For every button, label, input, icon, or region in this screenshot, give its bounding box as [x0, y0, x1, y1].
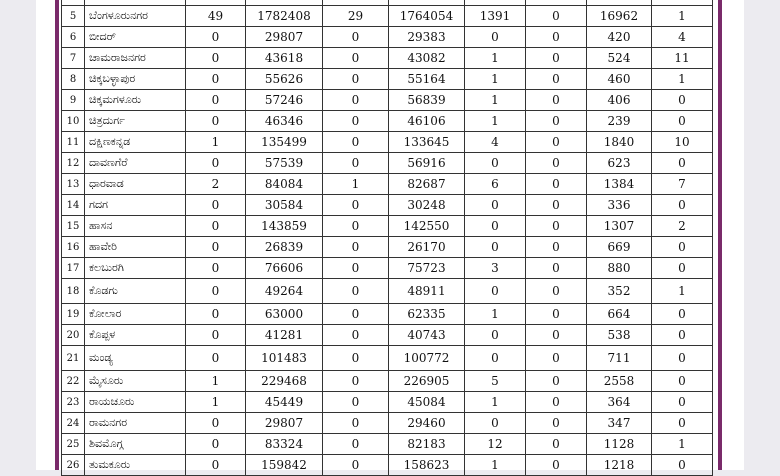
value-cell: 0 — [323, 216, 389, 237]
serial-number-cell: 6 — [62, 27, 85, 48]
value-cell: 5 — [465, 371, 526, 392]
value-cell: 4 — [652, 27, 713, 48]
value-cell: 0 — [526, 413, 587, 434]
table-row — [62, 258, 713, 279]
value-cell: 0 — [526, 195, 587, 216]
table-row — [62, 325, 713, 346]
value-cell: 56839 — [389, 90, 465, 111]
value-cell: 1 — [186, 371, 246, 392]
value-cell: 0 — [186, 237, 246, 258]
serial-number-cell: 26 — [62, 455, 85, 476]
value-cell: 0 — [186, 279, 246, 304]
value-cell: 0 — [186, 153, 246, 174]
serial-number-cell: 8 — [62, 69, 85, 90]
value-cell: 1128 — [587, 434, 652, 455]
district-name-cell: ಮೈಸೂರು — [85, 371, 186, 392]
value-cell: 0 — [323, 392, 389, 413]
table-row — [62, 195, 713, 216]
value-cell: 0 — [465, 27, 526, 48]
serial-number-cell: 14 — [62, 195, 85, 216]
value-cell: 29460 — [389, 413, 465, 434]
value-cell: 0 — [526, 48, 587, 69]
value-cell: 0 — [652, 90, 713, 111]
value-cell: 0 — [526, 132, 587, 153]
value-cell: 29807 — [246, 27, 323, 48]
value-cell: 30584 — [246, 195, 323, 216]
district-name-cell: ಬೆಂಗಳೂರುನಗರ — [85, 6, 186, 27]
value-cell: 40743 — [389, 325, 465, 346]
value-cell: 0 — [186, 48, 246, 69]
district-name-cell: ಚಿಕ್ಕಬಳ್ಳಾಪುರ — [85, 69, 186, 90]
value-cell: 226905 — [389, 371, 465, 392]
value-cell: 0 — [186, 195, 246, 216]
value-cell: 0 — [186, 304, 246, 325]
value-cell: 46106 — [389, 111, 465, 132]
table-row — [62, 153, 713, 174]
district-name-cell: ಕೋಲಾರ — [85, 304, 186, 325]
district-name-cell: ದಕ್ಷಿಣಕನ್ನಡ — [85, 132, 186, 153]
value-cell: 0 — [323, 111, 389, 132]
district-name-cell: ಬೀದರ್ — [85, 27, 186, 48]
value-cell: 82183 — [389, 434, 465, 455]
value-cell: 0 — [526, 174, 587, 195]
value-cell: 29383 — [389, 27, 465, 48]
value-cell: 4 — [465, 132, 526, 153]
value-cell: 48911 — [389, 279, 465, 304]
value-cell: 0 — [465, 346, 526, 371]
serial-number-cell: 25 — [62, 434, 85, 455]
value-cell: 0 — [526, 237, 587, 258]
serial-number-cell: 13 — [62, 174, 85, 195]
value-cell: 1 — [465, 48, 526, 69]
value-cell: 0 — [652, 413, 713, 434]
value-cell: 524 — [587, 48, 652, 69]
value-cell: 1 — [465, 455, 526, 476]
district-name-cell: ರಾಮನಗರ — [85, 413, 186, 434]
table-row — [62, 48, 713, 69]
value-cell: 0 — [465, 413, 526, 434]
value-cell: 1782408 — [246, 6, 323, 27]
value-cell: 0 — [526, 111, 587, 132]
value-cell: 0 — [323, 279, 389, 304]
value-cell: 56916 — [389, 153, 465, 174]
table-row — [62, 413, 713, 434]
value-cell: 1 — [652, 279, 713, 304]
value-cell: 0 — [652, 304, 713, 325]
value-cell: 159842 — [246, 455, 323, 476]
value-cell: 63000 — [246, 304, 323, 325]
value-cell: 11 — [652, 48, 713, 69]
serial-number-cell: 18 — [62, 279, 85, 304]
value-cell: 0 — [323, 434, 389, 455]
district-name-cell: ತುಮಕೂರು — [85, 455, 186, 476]
value-cell: 0 — [323, 195, 389, 216]
value-cell: 142550 — [389, 216, 465, 237]
value-cell: 55164 — [389, 69, 465, 90]
value-cell: 1 — [186, 392, 246, 413]
value-cell: 880 — [587, 258, 652, 279]
district-name-cell: ರಾಯಚೂರು — [85, 392, 186, 413]
value-cell: 83324 — [246, 434, 323, 455]
value-cell: 352 — [587, 279, 652, 304]
value-cell: 0 — [465, 325, 526, 346]
table-row — [62, 90, 713, 111]
value-cell: 0 — [526, 6, 587, 27]
serial-number-cell: 20 — [62, 325, 85, 346]
value-cell: 0 — [526, 346, 587, 371]
value-cell: 26170 — [389, 237, 465, 258]
table-row — [62, 216, 713, 237]
value-cell: 0 — [465, 153, 526, 174]
district-name-cell: ಶಿವಮೊಗ್ಗ — [85, 434, 186, 455]
value-cell: 0 — [526, 69, 587, 90]
value-cell: 0 — [652, 392, 713, 413]
value-cell: 29807 — [246, 413, 323, 434]
value-cell: 0 — [323, 258, 389, 279]
value-cell: 0 — [323, 153, 389, 174]
value-cell: 1 — [465, 392, 526, 413]
table-row — [62, 304, 713, 325]
value-cell: 0 — [465, 195, 526, 216]
table-row — [62, 371, 713, 392]
district-name-cell: ಕೊಡಗು — [85, 279, 186, 304]
value-cell: 347 — [587, 413, 652, 434]
value-cell: 0 — [186, 258, 246, 279]
serial-number-cell: 24 — [62, 413, 85, 434]
value-cell: 1 — [323, 174, 389, 195]
value-cell: 1 — [465, 90, 526, 111]
table-row — [62, 27, 713, 48]
district-name-cell: ದಾವಣಗೆರೆ — [85, 153, 186, 174]
value-cell: 669 — [587, 237, 652, 258]
value-cell: 135499 — [246, 132, 323, 153]
value-cell: 26839 — [246, 237, 323, 258]
table-row — [62, 346, 713, 371]
value-cell: 1391 — [465, 6, 526, 27]
value-cell: 0 — [526, 392, 587, 413]
value-cell: 0 — [652, 325, 713, 346]
value-cell: 2558 — [587, 371, 652, 392]
value-cell: 0 — [652, 237, 713, 258]
value-cell: 0 — [526, 325, 587, 346]
value-cell: 57539 — [246, 153, 323, 174]
value-cell: 16962 — [587, 6, 652, 27]
value-cell: 0 — [186, 111, 246, 132]
table-row — [62, 6, 713, 27]
serial-number-cell: 23 — [62, 392, 85, 413]
value-cell: 1 — [652, 69, 713, 90]
value-cell: 1384 — [587, 174, 652, 195]
value-cell: 82687 — [389, 174, 465, 195]
table-row — [62, 392, 713, 413]
value-cell: 0 — [652, 153, 713, 174]
value-cell: 84084 — [246, 174, 323, 195]
value-cell: 0 — [323, 237, 389, 258]
value-cell: 1 — [465, 111, 526, 132]
value-cell: 0 — [323, 455, 389, 476]
value-cell: 0 — [186, 216, 246, 237]
district-name-cell: ಕೊಪ್ಪಳ — [85, 325, 186, 346]
value-cell: 0 — [186, 346, 246, 371]
value-cell: 538 — [587, 325, 652, 346]
value-cell: 0 — [323, 69, 389, 90]
value-cell: 0 — [652, 371, 713, 392]
value-cell: 43618 — [246, 48, 323, 69]
value-cell: 0 — [323, 304, 389, 325]
value-cell: 46346 — [246, 111, 323, 132]
value-cell: 30248 — [389, 195, 465, 216]
district-name-cell: ಚಿಕ್ಕಮಗಳೂರು — [85, 90, 186, 111]
serial-number-cell: 15 — [62, 216, 85, 237]
value-cell: 49 — [186, 6, 246, 27]
value-cell: 45449 — [246, 392, 323, 413]
value-cell: 0 — [323, 371, 389, 392]
value-cell: 0 — [186, 434, 246, 455]
district-name-cell: ಹಾಸನ — [85, 216, 186, 237]
district-name-cell: ಹಾವೇರಿ — [85, 237, 186, 258]
value-cell: 3 — [465, 258, 526, 279]
value-cell: 0 — [323, 27, 389, 48]
serial-number-cell: 5 — [62, 6, 85, 27]
district-name-cell: ಚಾಮರಾಜನಗರ — [85, 48, 186, 69]
district-name-cell: ಮಂಡ್ಯ — [85, 346, 186, 371]
value-cell: 1 — [186, 132, 246, 153]
value-cell: 1307 — [587, 216, 652, 237]
serial-number-cell: 17 — [62, 258, 85, 279]
value-cell: 406 — [587, 90, 652, 111]
value-cell: 0 — [526, 371, 587, 392]
value-cell: 7 — [652, 174, 713, 195]
value-cell: 133645 — [389, 132, 465, 153]
value-cell: 711 — [587, 346, 652, 371]
value-cell: 0 — [526, 304, 587, 325]
value-cell: 0 — [186, 27, 246, 48]
serial-number-cell: 19 — [62, 304, 85, 325]
value-cell: 75723 — [389, 258, 465, 279]
value-cell: 57246 — [246, 90, 323, 111]
value-cell: 6 — [465, 174, 526, 195]
value-cell: 364 — [587, 392, 652, 413]
value-cell: 0 — [465, 216, 526, 237]
value-cell: 2 — [652, 216, 713, 237]
value-cell: 0 — [323, 90, 389, 111]
serial-number-cell: 21 — [62, 346, 85, 371]
value-cell: 0 — [186, 455, 246, 476]
value-cell: 158623 — [389, 455, 465, 476]
serial-number-cell: 11 — [62, 132, 85, 153]
value-cell: 0 — [652, 111, 713, 132]
table-row — [62, 455, 713, 476]
table-row — [62, 132, 713, 153]
value-cell: 0 — [526, 279, 587, 304]
value-cell: 0 — [526, 434, 587, 455]
value-cell: 0 — [526, 258, 587, 279]
value-cell: 101483 — [246, 346, 323, 371]
value-cell: 0 — [186, 90, 246, 111]
value-cell: 0 — [526, 90, 587, 111]
value-cell: 10 — [652, 132, 713, 153]
value-cell: 1218 — [587, 455, 652, 476]
value-cell: 45084 — [389, 392, 465, 413]
serial-number-cell: 7 — [62, 48, 85, 69]
value-cell: 664 — [587, 304, 652, 325]
district-name-cell: ಕಲಬುರಗಿ — [85, 258, 186, 279]
value-cell: 43082 — [389, 48, 465, 69]
value-cell: 0 — [652, 455, 713, 476]
serial-number-cell: 9 — [62, 90, 85, 111]
value-cell: 12 — [465, 434, 526, 455]
value-cell: 0 — [323, 48, 389, 69]
value-cell: 41281 — [246, 325, 323, 346]
value-cell: 420 — [587, 27, 652, 48]
value-cell: 0 — [186, 69, 246, 90]
value-cell: 623 — [587, 153, 652, 174]
value-cell: 0 — [526, 153, 587, 174]
value-cell: 0 — [323, 325, 389, 346]
serial-number-cell: 10 — [62, 111, 85, 132]
value-cell: 29 — [323, 6, 389, 27]
value-cell: 100772 — [389, 346, 465, 371]
value-cell: 1764054 — [389, 6, 465, 27]
value-cell: 239 — [587, 111, 652, 132]
value-cell: 0 — [186, 413, 246, 434]
value-cell: 336 — [587, 195, 652, 216]
value-cell: 55626 — [246, 69, 323, 90]
value-cell: 460 — [587, 69, 652, 90]
value-cell: 0 — [323, 132, 389, 153]
value-cell: 0 — [652, 258, 713, 279]
serial-number-cell: 12 — [62, 153, 85, 174]
district-name-cell: ಗದಗ — [85, 195, 186, 216]
value-cell: 62335 — [389, 304, 465, 325]
district-data-table — [61, 0, 713, 476]
value-cell: 1 — [652, 6, 713, 27]
value-cell: 0 — [526, 216, 587, 237]
value-cell: 0 — [323, 413, 389, 434]
value-cell: 0 — [323, 346, 389, 371]
serial-number-cell: 22 — [62, 371, 85, 392]
table-row — [62, 174, 713, 195]
table-row — [62, 111, 713, 132]
value-cell: 0 — [186, 325, 246, 346]
value-cell: 229468 — [246, 371, 323, 392]
value-cell: 0 — [526, 27, 587, 48]
district-name-cell: ಧಾರವಾಡ — [85, 174, 186, 195]
table-row — [62, 279, 713, 304]
value-cell: 1 — [465, 304, 526, 325]
value-cell: 1 — [652, 434, 713, 455]
serial-number-cell: 16 — [62, 237, 85, 258]
value-cell: 0 — [465, 279, 526, 304]
table-row — [62, 237, 713, 258]
value-cell: 1 — [465, 69, 526, 90]
value-cell: 0 — [526, 455, 587, 476]
value-cell: 0 — [465, 237, 526, 258]
value-cell: 1840 — [587, 132, 652, 153]
value-cell: 0 — [652, 346, 713, 371]
table-row — [62, 434, 713, 455]
district-name-cell: ಚಿತ್ರದುರ್ಗ — [85, 111, 186, 132]
value-cell: 143859 — [246, 216, 323, 237]
value-cell: 49264 — [246, 279, 323, 304]
value-cell: 0 — [652, 195, 713, 216]
value-cell: 76606 — [246, 258, 323, 279]
value-cell: 2 — [186, 174, 246, 195]
table-row — [62, 69, 713, 90]
